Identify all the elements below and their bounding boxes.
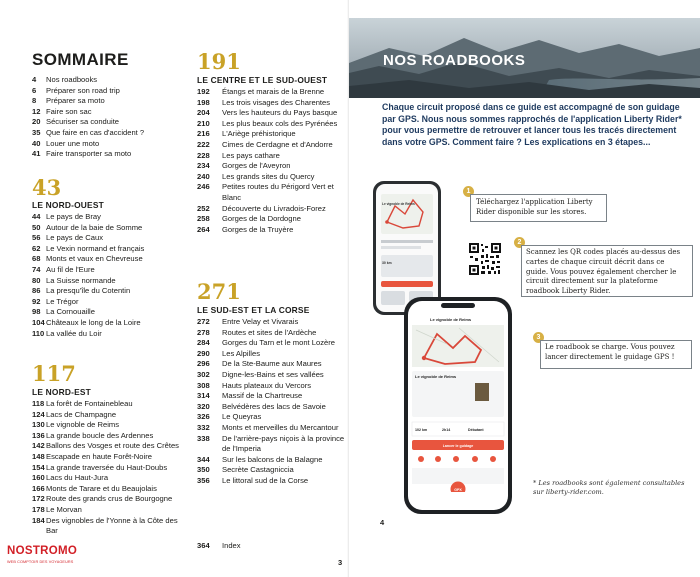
toc-item[interactable]	[32, 86, 184, 97]
toc-item-number: 338	[197, 433, 210, 443]
toc-item[interactable]	[197, 391, 347, 402]
toc-item-number: 35	[32, 127, 41, 137]
toc-item[interactable]	[32, 318, 184, 329]
page-number-left: 3	[338, 558, 343, 567]
toc-item-label: Cimes de Cerdagne et d'Andorre	[222, 139, 333, 149]
toc-item[interactable]	[197, 349, 347, 360]
toc-item-label: Sécuriser sa conduite	[46, 117, 120, 127]
toc-item-label: La vallée du Loir	[46, 328, 102, 338]
toc-item-label: Routes et sites de l'Ardèche	[222, 327, 317, 337]
toc-item-label: La Cornouaille	[46, 307, 95, 317]
toc-item[interactable]	[32, 276, 184, 287]
section-number-nord-est: 117	[32, 361, 76, 386]
toc-item-number: 12	[32, 106, 41, 116]
toc-item[interactable]	[197, 108, 347, 119]
toc-item-label: Le pays de Caux	[46, 233, 103, 243]
toc-item-number: 326	[197, 412, 210, 422]
toc-item-label: Au fil de l'Eure	[46, 264, 95, 274]
toc-item[interactable]	[197, 119, 347, 130]
toc-item-label: Lacs de Champagne	[46, 409, 117, 419]
toc-item-number: 136	[32, 430, 45, 440]
toc-item[interactable]	[197, 370, 347, 381]
toc-item-number: 74	[32, 264, 41, 274]
toc-item-label: Petites routes du Périgord Vert et Blanc	[222, 182, 334, 202]
toc-item-label: Faire transporter sa moto	[46, 149, 132, 159]
toc-item[interactable]	[197, 434, 347, 455]
toc-item[interactable]	[197, 328, 347, 339]
toc-item-label: Étangs et marais de la Brenne	[222, 87, 325, 96]
toc-item[interactable]	[197, 423, 347, 434]
toc-item[interactable]	[32, 265, 184, 276]
roadbooks-title: NOS ROADBOOKS	[383, 52, 526, 69]
toc-item-label: Les trois visages des Charentes	[222, 97, 331, 107]
toc-item-label: Route des grands crus de Bourgogne	[46, 494, 173, 504]
toc-item-number: 110	[32, 328, 45, 338]
toc-item-label: La grande traversée du Haut-Doubs	[46, 462, 168, 472]
sommaire-title: SOMMAIRE	[32, 50, 129, 69]
step-badge-1: 1	[463, 186, 474, 197]
toc-item-number: 40	[32, 138, 41, 148]
step-box-1	[470, 194, 607, 222]
toc-item-number: 350	[197, 465, 210, 475]
toc-item-label: Faire son sac	[46, 106, 92, 116]
toc-list-nord-est	[32, 399, 184, 537]
toc-item-label: Préparer sa moto	[46, 96, 105, 106]
toc-item-number: 178	[32, 504, 45, 514]
toc-item[interactable]	[32, 431, 184, 442]
toc-item[interactable]	[197, 87, 347, 98]
toc-item-label: Entre Velay et Vivarais	[222, 317, 299, 326]
toc-item-label: Les pays cathare	[222, 150, 280, 160]
logo-name: NOSTROMO	[7, 545, 78, 557]
toc-item-number: 4	[32, 75, 37, 84]
logo-tagline: WEB COMPTOIR DES VOYAGEURS	[7, 560, 74, 564]
step-text-2: Scannez les QR codes placés au-dessus des cartes de chaque circuit décrit dans ce guide. Vous pouvez également chercher le circuit directement sur la plateforme roadbook Liberty Rider.	[526, 248, 681, 296]
toc-item-label: Hauts plateaux du Vercors	[222, 380, 312, 390]
toc-item[interactable]	[32, 463, 184, 474]
page-roadbooks	[349, 0, 700, 577]
toc-item-label: L'Ariège préhistorique	[222, 129, 296, 139]
toc-item-label: Les grands sites du Quercy	[222, 171, 315, 181]
step-badge-2: 2	[514, 237, 525, 248]
toc-item-number: 148	[32, 451, 45, 461]
toc-item-number: 246	[197, 182, 210, 192]
toc-item-number: 210	[197, 118, 210, 128]
toc-item-label: La Suisse normande	[46, 275, 116, 285]
phone-back-title: Le vignoble de Reims	[382, 202, 415, 206]
toc-item-index[interactable]	[197, 541, 347, 552]
toc-item[interactable]	[197, 225, 347, 236]
toc-item-number: 104	[32, 317, 45, 327]
toc-item-number: 62	[32, 243, 41, 253]
toc-item-label: Monts et vaux en Chevreuse	[46, 254, 143, 264]
section-number-nord-ouest: 43	[32, 175, 62, 200]
phone-front-distance: 102 km	[415, 428, 428, 432]
toc-item-number: 80	[32, 275, 41, 285]
toc-item[interactable]	[32, 329, 184, 340]
toc-item-number: 154	[32, 462, 45, 472]
phone-front-nav-title: Le vignoble de Reims	[430, 317, 472, 322]
toc-intro-list	[32, 75, 184, 160]
step-text-3: Le roadbook se charge. Vous pouvez lancer directement le guidage GPS !	[545, 343, 675, 361]
toc-item-label: Gorges de l'Aveyron	[222, 161, 291, 171]
toc-item-label: Monts de Tarare et du Beaujolais	[46, 483, 157, 493]
toc-item-label: Châteaux le long de la Loire	[46, 317, 141, 327]
toc-item-label: Secrète Castagniccia	[222, 465, 294, 475]
toc-item-number: 166	[32, 483, 45, 493]
toc-item-number: 308	[197, 380, 210, 390]
toc-item-label: Le Vexin normand et français	[46, 243, 145, 253]
toc-item-label: Louer une moto	[46, 138, 100, 148]
toc-item-label: Le Morvan	[46, 504, 82, 514]
toc-item-number: 296	[197, 359, 210, 369]
toc-list-centre-sud-ouest	[197, 87, 347, 235]
toc-item-label: Lacs du Haut-Jura	[46, 473, 109, 483]
toc-item-number: 198	[197, 97, 210, 107]
toc-item-number: 364	[197, 541, 210, 550]
section-number-sud-est-corse: 271	[197, 279, 241, 304]
step-box-3	[540, 340, 692, 369]
toc-item-number: 216	[197, 129, 210, 139]
toc-item-number: 356	[197, 475, 210, 485]
toc-item[interactable]	[197, 161, 347, 172]
toc-item[interactable]	[32, 75, 184, 86]
toc-item-label: Découverte du Livradois-Forez	[222, 203, 326, 213]
toc-item[interactable]	[32, 505, 184, 516]
step-badge-3: 3	[533, 332, 544, 343]
section-heading-sud-est-corse: LE SUD-EST ET LA CORSE	[197, 305, 310, 315]
toc-item-number: 332	[197, 422, 210, 432]
toc-item[interactable]	[32, 223, 184, 234]
toc-item-label: La grande boucle des Ardennes	[46, 430, 154, 440]
phone-back-distance: 30 km	[382, 261, 392, 265]
toc-item[interactable]	[32, 117, 184, 128]
toc-item-label: De la Ste-Baume aux Maures	[222, 359, 322, 369]
toc-item-label: De l'arrière-pays niçois à la province de l'Imperia	[222, 433, 345, 454]
phone-front-level: Débutant	[468, 428, 484, 432]
toc-item[interactable]	[32, 494, 184, 505]
toc-item[interactable]	[32, 399, 184, 410]
toc-item-label: Massif de la Chartreuse	[222, 391, 303, 401]
toc-item-number: 192	[197, 87, 210, 96]
toc-item[interactable]	[197, 476, 347, 487]
toc-item[interactable]	[197, 204, 347, 215]
toc-item-label: Gorges de la Dordogne	[222, 214, 301, 224]
toc-item-number: 290	[197, 348, 210, 358]
page-number-right: 4	[380, 518, 385, 527]
toc-item[interactable]	[32, 516, 184, 537]
phone-front	[404, 297, 512, 514]
toc-item-label: Autour de la baie de Somme	[46, 222, 143, 232]
toc-item[interactable]	[32, 107, 184, 118]
nostromo-logo	[5, 539, 78, 571]
toc-item-number: 252	[197, 203, 210, 213]
page-sommaire	[0, 0, 349, 577]
toc-item-label: Belvédères des lacs de Savoie	[222, 401, 326, 411]
toc-item-label: Vers les hauteurs du Pays basque	[222, 108, 338, 118]
toc-item-number: 314	[197, 391, 210, 401]
toc-item[interactable]	[197, 455, 347, 466]
section-heading-nord-ouest: LE NORD-OUEST	[32, 200, 104, 210]
toc-item-label: La forêt de Fontainebleau	[46, 399, 133, 408]
toc-item[interactable]	[32, 244, 184, 255]
toc-item[interactable]	[197, 402, 347, 413]
toc-item-number: 160	[32, 473, 45, 483]
toc-item[interactable]	[32, 420, 184, 431]
toc-item-number: 240	[197, 171, 210, 181]
toc-index-list	[197, 541, 347, 552]
toc-item[interactable]	[32, 212, 184, 223]
toc-item-label: Ballons des Vosges et route des Crêtes	[46, 441, 179, 451]
toc-item-number: 8	[32, 96, 37, 106]
toc-item-number: 41	[32, 149, 41, 159]
toc-item[interactable]	[197, 359, 347, 370]
toc-item[interactable]	[197, 465, 347, 476]
toc-item[interactable]	[32, 254, 184, 265]
roadbooks-footnote: * Les roadbooks sont également consultables sur liberty-rider.com.	[533, 479, 685, 497]
toc-item-label: Le pays de Bray	[46, 212, 101, 221]
toc-item[interactable]	[32, 473, 184, 484]
toc-item[interactable]	[32, 149, 184, 160]
toc-item-label: Gorges du Tarn et le mont Lozère	[222, 338, 335, 348]
phone-front-cta: Lancer le guidage	[442, 444, 474, 448]
toc-item-number: 20	[32, 117, 41, 127]
toc-item[interactable]	[197, 129, 347, 140]
toc-item-number: 228	[197, 150, 210, 160]
toc-item-label: Escapade en haute Forêt-Noire	[46, 451, 152, 461]
toc-item-number: 264	[197, 224, 210, 234]
toc-item-number: 344	[197, 454, 210, 464]
toc-item-number: 86	[32, 286, 41, 296]
toc-item-number: 172	[32, 494, 45, 504]
section-heading-nord-est: LE NORD-EST	[32, 387, 91, 397]
toc-item-label: Préparer son road trip	[46, 85, 120, 95]
toc-item-number: 284	[197, 338, 210, 348]
toc-item[interactable]	[197, 338, 347, 349]
step-text-1: Téléchargez l'application Liberty Rider disponible sur les stores.	[476, 198, 593, 216]
toc-item-number: 204	[197, 108, 210, 118]
toc-item-number: 68	[32, 254, 41, 264]
toc-item[interactable]	[32, 233, 184, 244]
toc-item-number: 278	[197, 327, 210, 337]
toc-item[interactable]	[197, 98, 347, 109]
toc-item-number: 302	[197, 369, 210, 379]
toc-item-number: 184	[32, 515, 45, 525]
roadbooks-intro: Chaque circuit proposé dans ce guide est accompagné de son guidage par GPS. Nous nous sommes rapprochés de l'application Liberty Rider* pour vous permettre de retrouver et lancer tous les tracés directement dans votre GPS. Comment faire ? Les explications en 3 étapes...	[382, 102, 682, 147]
toc-item-number: 234	[197, 161, 210, 171]
toc-item[interactable]	[32, 441, 184, 452]
toc-item-number: 56	[32, 233, 41, 243]
section-heading-centre-sud-ouest: LE CENTRE ET LE SUD-OUEST	[197, 75, 328, 85]
toc-item-label: Que faire en cas d'accident ?	[46, 127, 145, 137]
toc-item-label: Le littoral sud de la Corse	[222, 475, 309, 485]
toc-item-number: 6	[32, 85, 37, 95]
toc-item-label: Des vignobles de l'Yonne à la Côte des Bar	[46, 515, 178, 536]
toc-list-sud-est-corse	[197, 317, 347, 487]
toc-item-number: 142	[32, 441, 45, 451]
toc-item-label: Digne-les-Bains et ses vallées	[222, 369, 324, 379]
toc-item[interactable]	[32, 297, 184, 308]
toc-item-label: Le Trégor	[46, 296, 79, 306]
toc-item[interactable]	[32, 139, 184, 150]
toc-item-label: La presqu'île du Cotentin	[46, 286, 131, 296]
toc-list-nord-ouest	[32, 212, 184, 339]
toc-item[interactable]	[32, 96, 184, 107]
toc-item[interactable]	[197, 317, 347, 328]
toc-item[interactable]	[32, 410, 184, 421]
toc-item-number: 124	[32, 409, 45, 419]
toc-item-number: 44	[32, 212, 41, 221]
toc-item[interactable]	[197, 151, 347, 162]
phone-front-gpx: GPX	[454, 488, 462, 492]
toc-item-number: 320	[197, 401, 210, 411]
toc-item-number: 222	[197, 139, 210, 149]
toc-item[interactable]	[32, 307, 184, 318]
toc-item-number: 98	[32, 307, 41, 317]
toc-item-number: 118	[32, 399, 45, 408]
toc-item[interactable]	[32, 286, 184, 297]
step-box-2	[521, 245, 693, 297]
toc-item-label: Index	[222, 541, 241, 550]
toc-item-number: 130	[32, 420, 45, 430]
toc-item-label: Monts et merveilles du Mercantour	[222, 422, 339, 432]
toc-item[interactable]	[32, 484, 184, 495]
toc-item-label: Nos roadbooks	[46, 75, 98, 84]
toc-item-label: Le Queyras	[222, 412, 262, 422]
qr-code	[468, 242, 502, 276]
toc-item-number: 50	[32, 222, 41, 232]
toc-item-label: Le vignoble de Reims	[46, 420, 120, 430]
phone-front-card-title: Le vignoble de Reims	[415, 374, 457, 379]
toc-item-label: Les plus beaux cols des Pyrénées	[222, 118, 338, 128]
phone-front-duration: 2h14	[442, 428, 451, 432]
toc-item-label: Gorges de la Truyère	[222, 224, 294, 234]
toc-item[interactable]	[197, 381, 347, 392]
toc-item[interactable]	[32, 128, 184, 139]
toc-item-number: 272	[197, 317, 210, 326]
toc-item[interactable]	[32, 452, 184, 463]
toc-item[interactable]	[197, 172, 347, 183]
section-number-centre-sud-ouest: 191	[197, 49, 241, 74]
toc-item-number: 258	[197, 214, 210, 224]
toc-item-number: 92	[32, 296, 41, 306]
toc-item[interactable]	[197, 412, 347, 423]
toc-item-label: Sur les balcons de la Balagne	[222, 454, 323, 464]
toc-item[interactable]	[197, 182, 347, 203]
toc-item[interactable]	[197, 214, 347, 225]
toc-item[interactable]	[197, 140, 347, 151]
toc-item-label: Les Alpilles	[222, 348, 260, 358]
